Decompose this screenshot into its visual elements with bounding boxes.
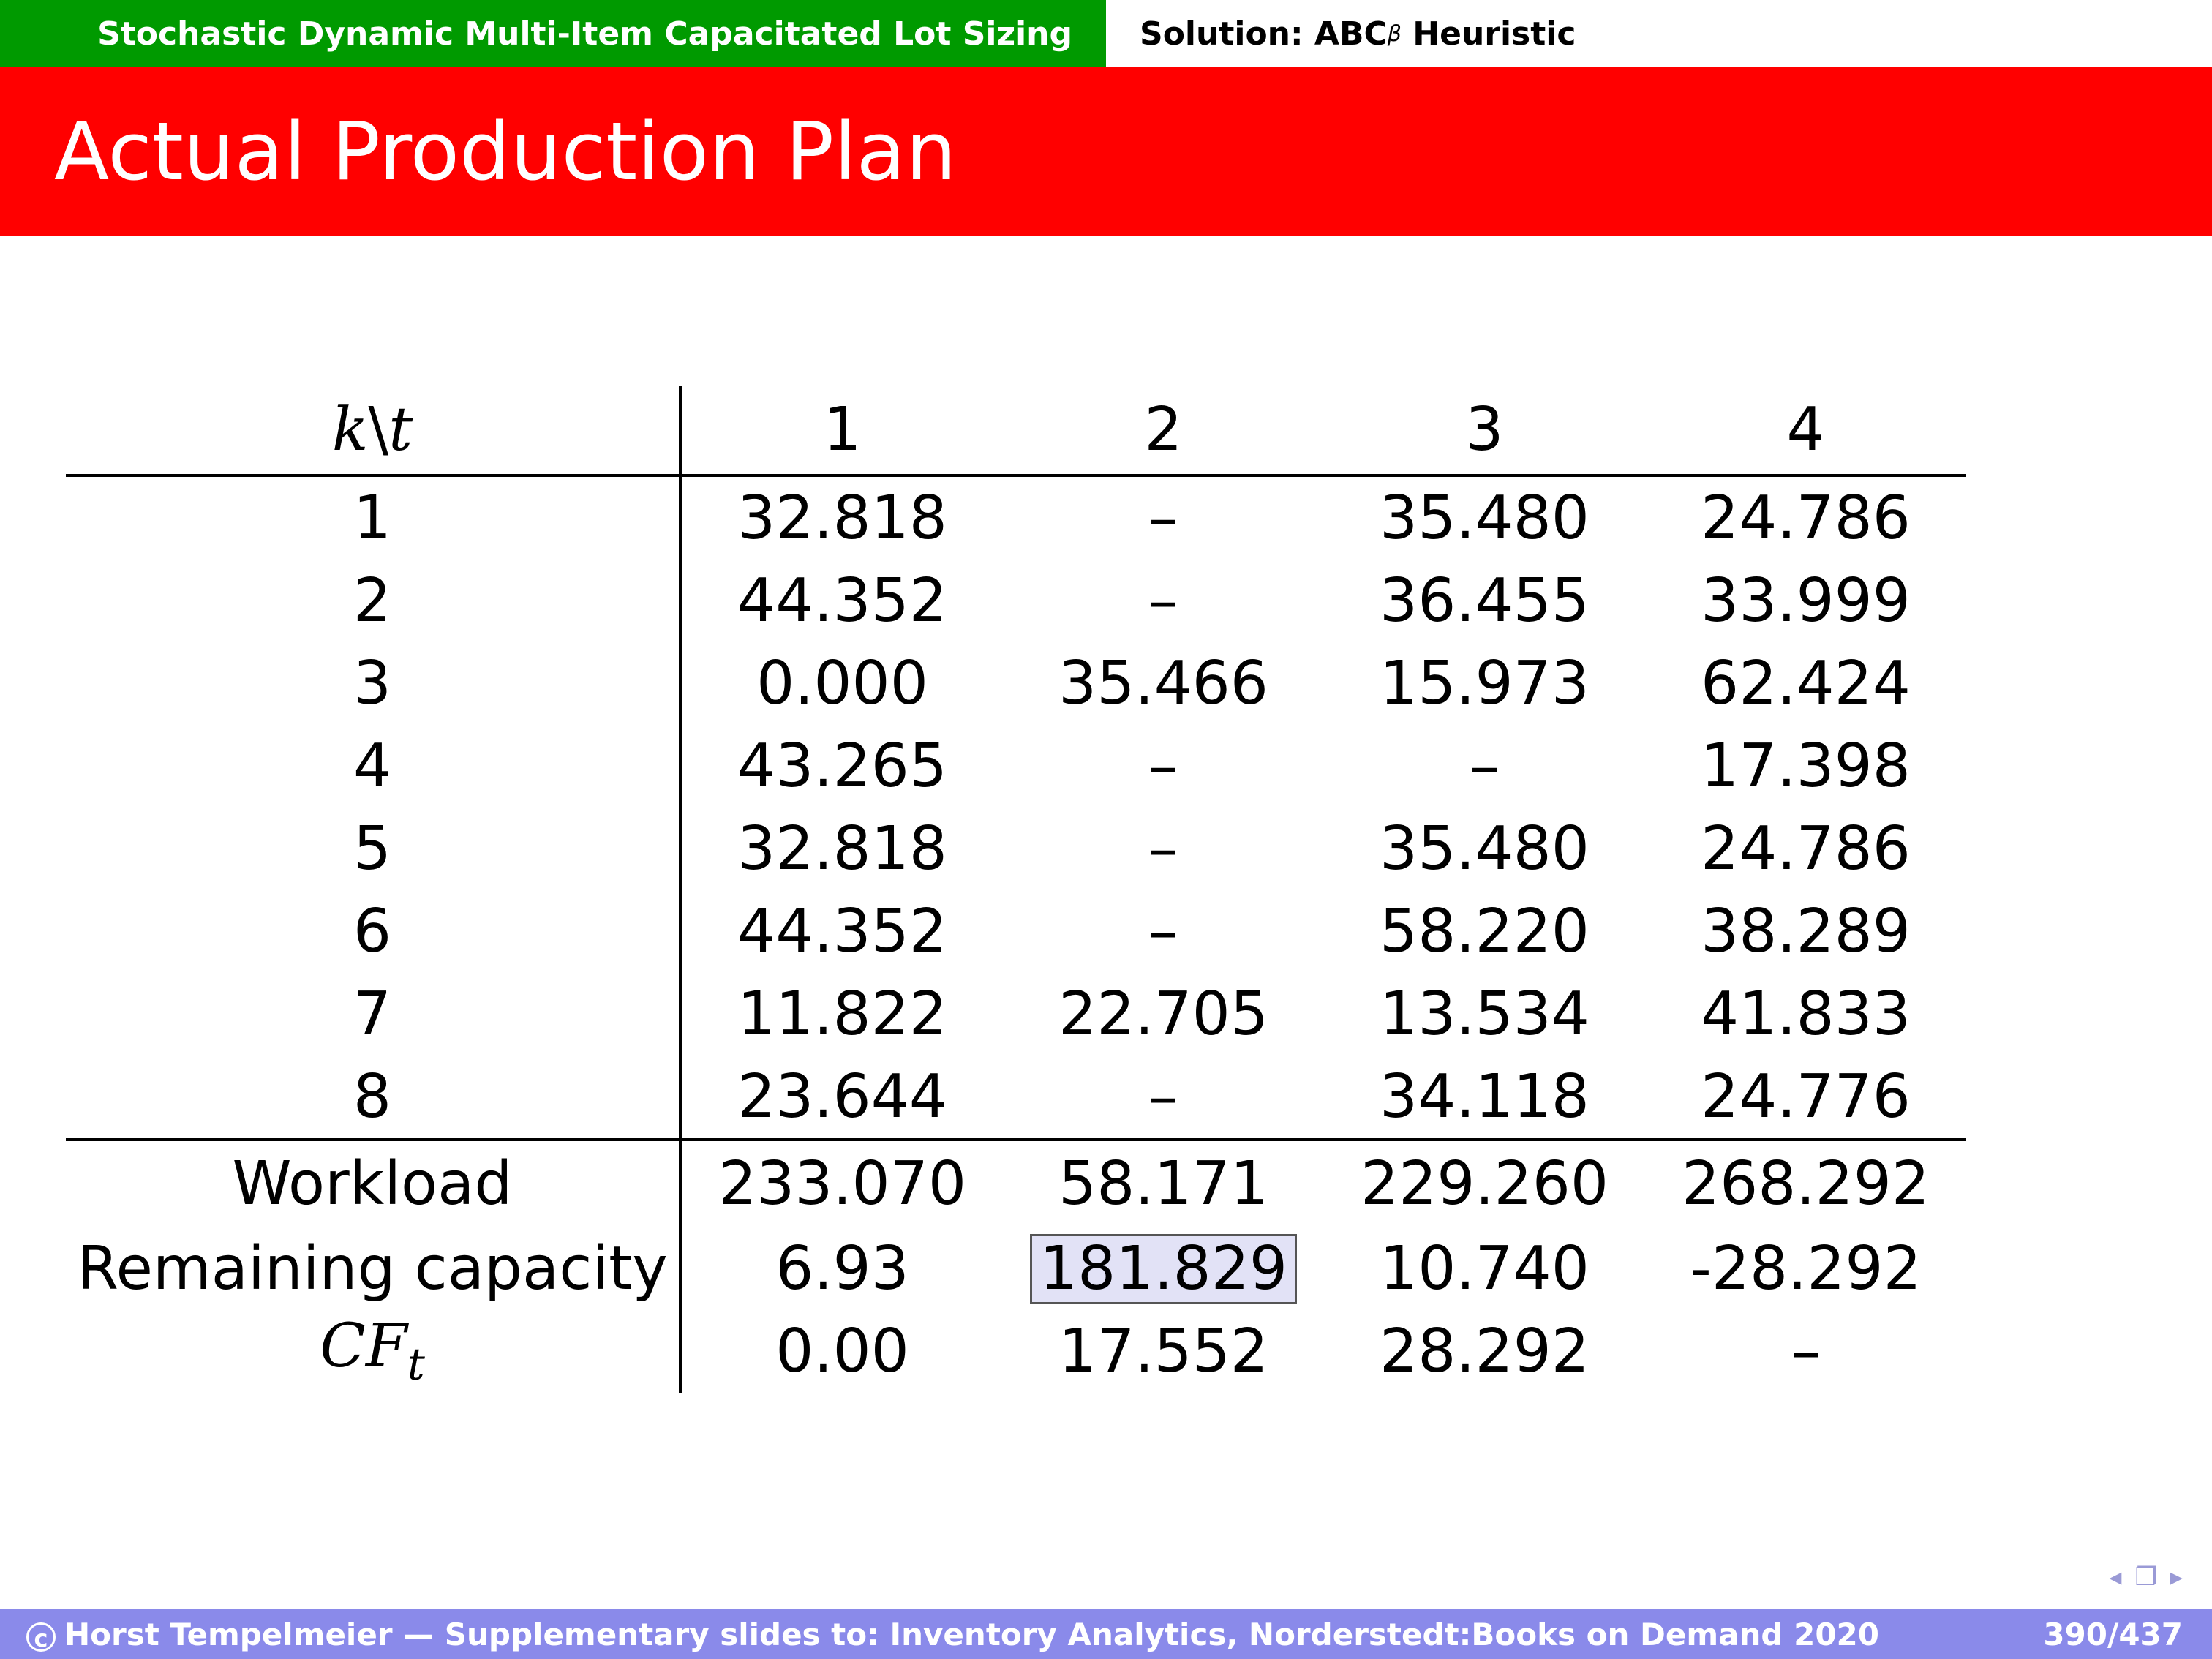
footer-credits	[26, 1617, 1879, 1652]
table-cell: 35.480	[1380, 813, 1590, 884]
table-row	[66, 890, 1966, 973]
row-label: 4	[66, 725, 680, 808]
table-cell: –	[1148, 896, 1178, 966]
remaining-capacity-label: Remaining capacity	[66, 1227, 680, 1310]
highlighted-cell-container	[1003, 1227, 1324, 1310]
remaining-capacity-row	[66, 1227, 1966, 1310]
table-cell: 32.818	[737, 483, 947, 553]
table-cell: 58.220	[1380, 896, 1590, 966]
table-cell: –	[1470, 731, 1500, 801]
table-cell: 6.93	[775, 1233, 909, 1304]
table-cell: –	[1148, 813, 1178, 884]
subsection-title	[1106, 0, 2212, 67]
table-header-row	[66, 386, 1966, 475]
column-header: 1	[680, 386, 1003, 475]
corner-t: t	[388, 395, 413, 464]
subsection-title-subscript: β	[1387, 20, 1402, 47]
table-cell: 44.352	[737, 896, 947, 966]
table-cell: –	[1148, 483, 1178, 553]
row-label: 2	[66, 560, 680, 642]
table-row	[66, 973, 1966, 1056]
table-cell: 38.289	[1701, 896, 1911, 966]
slide-navigation	[2109, 1562, 2183, 1592]
table-cell: 22.705	[1058, 979, 1268, 1049]
subsection-title-prefix: Solution: ABC	[1140, 15, 1388, 53]
table-cell: 268.292	[1681, 1149, 1930, 1219]
table-row	[66, 560, 1966, 642]
table-cell: –	[1003, 1056, 1324, 1140]
table-cell: -28.292	[1690, 1233, 1922, 1304]
table-cell: 0.000	[756, 648, 928, 718]
frame-title-bar	[0, 67, 2212, 236]
table-cell: 24.786	[1701, 483, 1911, 553]
column-header: 2	[1003, 386, 1324, 475]
footer-text: Horst Tempelmeier — Supplementary slides to: Inventory Analytics, Norderstedt:Books on Demand 2020	[64, 1617, 1879, 1652]
table-cell: 35.480	[1380, 483, 1590, 553]
nav-frame-icon[interactable]: ❐	[2134, 1562, 2157, 1592]
row-label: 1	[66, 475, 680, 560]
table-cell: 10.740	[1380, 1233, 1590, 1304]
corner-k: k	[331, 395, 369, 464]
nav-next-icon[interactable]: ▸	[2170, 1562, 2183, 1592]
page-number: 390/437	[2043, 1617, 2183, 1652]
table-cell: 11.822	[737, 979, 947, 1049]
row-label: 5	[66, 808, 680, 890]
table-cell: 44.352	[737, 565, 947, 636]
table-cell: 28.292	[1380, 1316, 1590, 1386]
row-label: 8	[66, 1056, 680, 1140]
table-row	[66, 808, 1966, 890]
table-cell: –	[1148, 731, 1178, 801]
corner-separator: \	[368, 395, 389, 464]
row-label: 6	[66, 890, 680, 973]
header-bar	[0, 0, 2212, 67]
table-cell: 17.552	[1058, 1316, 1268, 1386]
table-cell: 34.118	[1324, 1056, 1645, 1140]
cf-label-subscript: t	[407, 1339, 425, 1391]
table-cell: 58.171	[1058, 1149, 1268, 1219]
production-plan-table	[66, 386, 1966, 1393]
table-cell: 35.466	[1058, 648, 1268, 718]
table-cell: 32.818	[737, 813, 947, 884]
workload-label: Workload	[66, 1140, 680, 1227]
workload-row	[66, 1140, 1966, 1227]
table-row	[66, 642, 1966, 725]
cf-label	[66, 1310, 680, 1393]
subsection-title-suffix: Heuristic	[1401, 15, 1576, 53]
corner-header	[66, 386, 680, 475]
frame-title: Actual Production Plan	[54, 105, 957, 198]
row-label: 7	[66, 973, 680, 1056]
table-cell: 62.424	[1701, 648, 1911, 718]
table-cell: 43.265	[737, 731, 947, 801]
table-cell: –	[1148, 565, 1178, 636]
nav-prev-icon[interactable]: ◂	[2109, 1562, 2122, 1592]
table-cell: 36.455	[1380, 565, 1590, 636]
footer-bar	[0, 1609, 2212, 1659]
highlighted-cell: 181.829	[1030, 1234, 1297, 1304]
column-header: 3	[1324, 386, 1645, 475]
section-title-text: Stochastic Dynamic Multi-Item Capacitated Lot Sizing	[97, 15, 1072, 53]
cf-label-main: CF	[320, 1311, 407, 1381]
table-cell: 24.776	[1645, 1056, 1966, 1140]
column-header: 4	[1645, 386, 1966, 475]
table-cell: 233.070	[718, 1149, 967, 1219]
row-label: 3	[66, 642, 680, 725]
table-cell: 33.999	[1701, 565, 1911, 636]
section-title	[0, 0, 1106, 67]
table-cell: –	[1791, 1316, 1821, 1386]
table-cell: 15.973	[1380, 648, 1590, 718]
table-cell: 23.644	[680, 1056, 1003, 1140]
table-cell: 24.786	[1701, 813, 1911, 884]
copyright-icon: c	[26, 1622, 56, 1652]
table-row	[66, 475, 1966, 560]
table-cell: 13.534	[1380, 979, 1590, 1049]
table-cell: 0.00	[775, 1316, 909, 1386]
cf-row	[66, 1310, 1966, 1393]
table-row	[66, 1056, 1966, 1140]
table-cell: 41.833	[1701, 979, 1911, 1049]
table-cell: 17.398	[1701, 731, 1911, 801]
table-cell: 229.260	[1360, 1149, 1609, 1219]
table-row	[66, 725, 1966, 808]
